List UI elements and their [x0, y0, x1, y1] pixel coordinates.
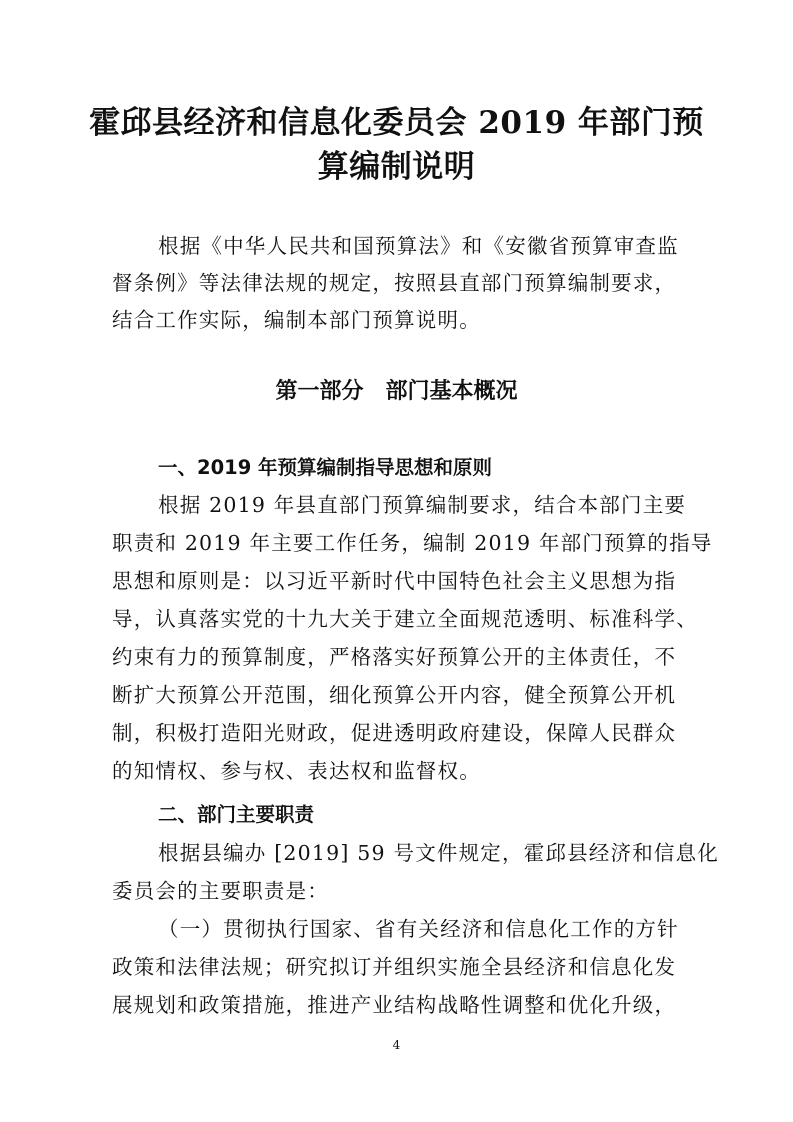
page-number: 4 — [392, 1038, 401, 1052]
section-heading-2: 二、部门主要职责 — [158, 803, 315, 826]
section1-line: 制，积极打造阳光财政，促进透明政府建设，保障人民群众 — [112, 721, 677, 745]
section1-line: 根据 2019 年县直部门预算编制要求，结合本部门主要 — [158, 493, 687, 517]
section1-line: 职责和 2019 年主要工作任务，编制 2019 年部门预算的指导 — [112, 531, 713, 555]
section2-line: 政策和法律法规；研究拟订并组织实施全县经济和信息化发 — [112, 955, 677, 979]
section1-line: 约束有力的预算制度，严格落实好预算公开的主体责任，不 — [112, 645, 677, 669]
section1-line: 思想和原则是：以习近平新时代中国特色社会主义思想为指 — [112, 569, 677, 593]
intro-line: 根据《中华人民共和国预算法》和《安徽省预算审查监 — [158, 234, 679, 258]
intro-line: 督条例》等法律法规的规定，按照县直部门预算编制要求， — [112, 271, 677, 295]
part-title: 第一部分 部门基本概况 — [275, 379, 518, 404]
document-title-line-2: 算编制说明 — [317, 149, 476, 185]
section-heading-1: 一、2019 年预算编制指导思想和原则 — [158, 456, 493, 479]
intro-line: 结合工作实际，编制本部门预算说明。 — [112, 308, 481, 332]
document-title-line-1: 霍邱县经济和信息化委员会 2019 年部门预 — [89, 105, 704, 141]
section1-line: 断扩大预算公开范围，细化预算公开内容，健全预算公开机 — [112, 683, 677, 707]
section2-line: 根据县编办 [2019] 59 号文件规定，霍邱县经济和信息化 — [158, 841, 719, 865]
section2-line: （一）贯彻执行国家、省有关经济和信息化工作的方针 — [158, 917, 679, 941]
section1-line: 导，认真落实党的十九大关于建立全面规范透明、标准科学、 — [112, 607, 698, 631]
section2-line: 展规划和政策措施，推进产业结构战略性调整和优化升级， — [112, 993, 677, 1017]
section1-line: 的知情权、参与权、表达权和监督权。 — [112, 759, 481, 783]
section2-line: 委员会的主要职责是： — [112, 879, 329, 903]
